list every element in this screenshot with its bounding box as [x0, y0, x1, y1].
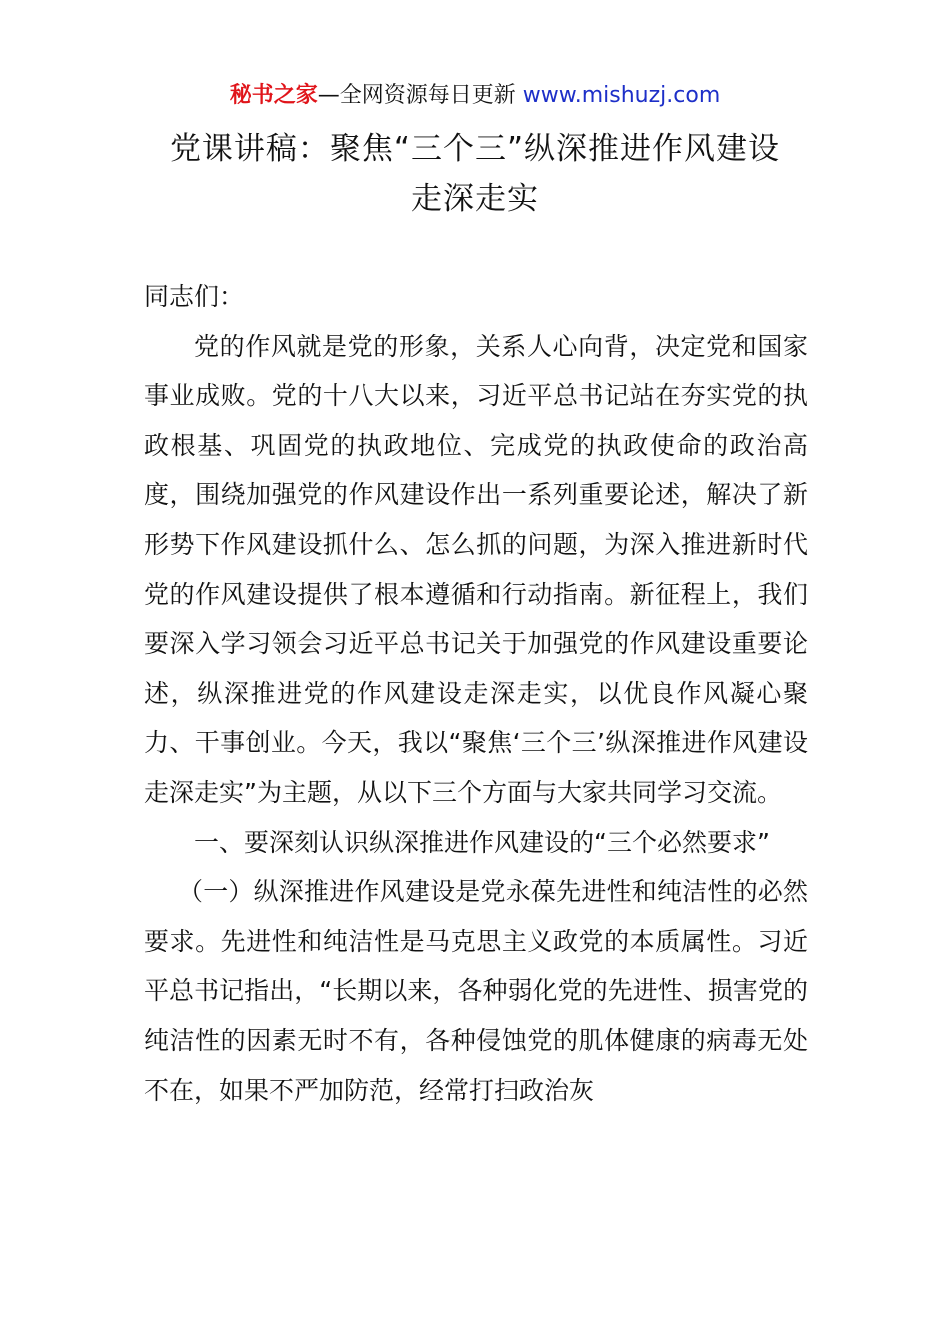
site-url-link[interactable]: www.mishuzj.com — [522, 83, 721, 108]
site-brand: 秘书之家 — [229, 83, 318, 108]
document-body — [144, 272, 808, 1115]
site-header — [0, 78, 950, 114]
site-tagline: —全网资源每日更新 — [317, 83, 523, 108]
salutation: 同志们： — [144, 282, 245, 311]
paragraph-subsection-1: （一）纵深推进作风建设是党永葆先进性和纯洁性的必然要求。先进性和纯洁性是马克思主义政党的本质属性。习近平总书记指出，“长期以来，各种弱化党的先进性、损害党的纯洁性的因素无时不有，各种侵蚀党的肌体健康的病毒无处不在，如果不严加防范，经常打扫政治灰 — [144, 877, 808, 1105]
paragraph-intro: 党的作风就是党的形象，关系人心向背，决定党和国家事业成败。党的十八大以来，习近平总书记站在夯实党的执政根基、巩固党的执政地位、完成党的执政使命的政治高度，围绕加强党的作风建设作出一系列重要论述，解决了新形势下作风建设抓什么、怎么抓的问题，为深入推进新时代党的作风建设提供了根本遵循和行动指南。新征程上，我们要深入学习领会习近平总书记关于加强党的作风建设重要论述，纵深推进党的作风建设走深走实，以优良作风凝心聚力、干事创业。今天，我以“聚焦‘三个三’纵深推进作风建设走深走实”为主题，从以下三个方面与大家共同学习交流。 — [144, 331, 808, 807]
document-title — [120, 124, 830, 224]
title-line-2: 走深走实 — [411, 181, 539, 217]
title-line-1: 党课讲稿：聚焦“三个三”纵深推进作风建设 — [169, 131, 781, 167]
section-heading-1: 一、要深刻认识纵深推进作风建设的“三个必然要求” — [194, 827, 770, 857]
